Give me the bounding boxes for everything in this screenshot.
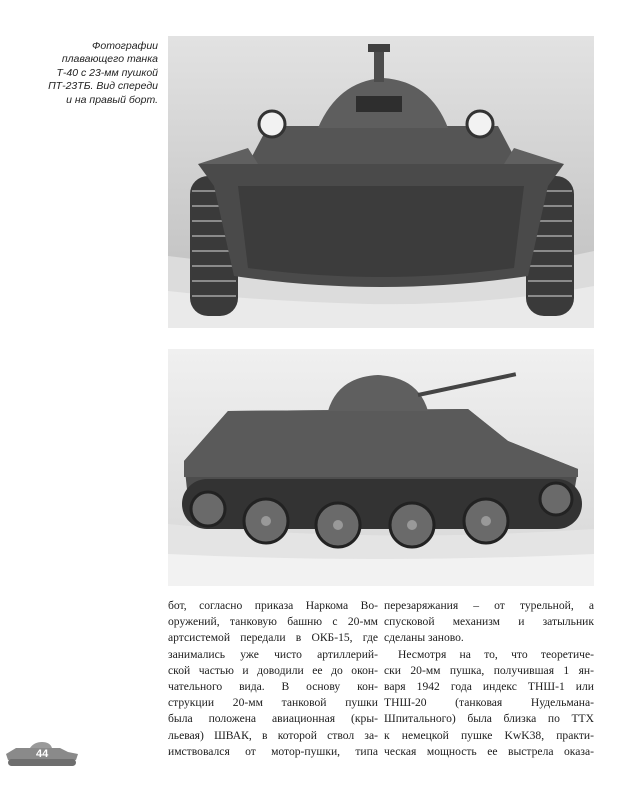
text-line: Шпитального) была близка по ТТХ	[384, 712, 594, 726]
text-line: перезаряжания – от турельной, а	[384, 599, 594, 612]
text-line: ской частью и доводили ее до окон-	[168, 663, 378, 677]
text-line: к немецкой пушке KwK38, практи-	[384, 728, 594, 742]
text-line: струкции 20-мм танковой пушки	[168, 696, 378, 710]
page-number: 44	[36, 748, 49, 760]
text-line: ТНШ-20 (танковая Нудельмана-	[384, 696, 594, 710]
text-line: ческая мощность ее выстрела оказа-	[384, 744, 594, 758]
text-line: сделаны заново.	[384, 631, 464, 645]
text-column-right	[384, 598, 594, 760]
text-line: чательного вида. В основу кон-	[168, 680, 378, 694]
text-line: оружений, танковую башню с 20-мм	[168, 615, 378, 629]
text-line: бот, согласно приказа Наркома Во-	[168, 599, 378, 612]
text-line: спусковой механизм и затыльник	[384, 615, 594, 629]
caption-line: Фотографии	[92, 40, 158, 52]
caption-line: Т-40 с 23-мм пушкой	[56, 66, 158, 79]
text-line: была положена авиационная (кры-	[168, 712, 378, 726]
tank-side-photo	[168, 349, 594, 586]
tank-front-photo	[168, 36, 594, 328]
text-line: варя 1942 года индекс ТНШ-1 или	[384, 680, 594, 694]
caption-line: плавающего танка	[61, 53, 158, 66]
text-line: Несмотря на то, что теоретиче-	[398, 647, 594, 661]
text-column-left	[168, 598, 378, 760]
text-line: занимались уже чисто артиллерий-	[168, 647, 378, 661]
photo-caption	[8, 40, 158, 107]
caption-line: ПТ-23ТБ. Вид спереди	[48, 80, 158, 93]
text-line: имствовался от мотор-пушки, типа	[168, 744, 378, 758]
text-line: ски 20-мм пушка, получившая 1 ян-	[384, 663, 594, 677]
text-line: артсистемой передали в ОКБ-15, где	[168, 631, 378, 645]
caption-line: и на правый борт.	[66, 93, 158, 106]
text-line: льевая) ШВАК, в которой ствол за-	[168, 728, 378, 742]
